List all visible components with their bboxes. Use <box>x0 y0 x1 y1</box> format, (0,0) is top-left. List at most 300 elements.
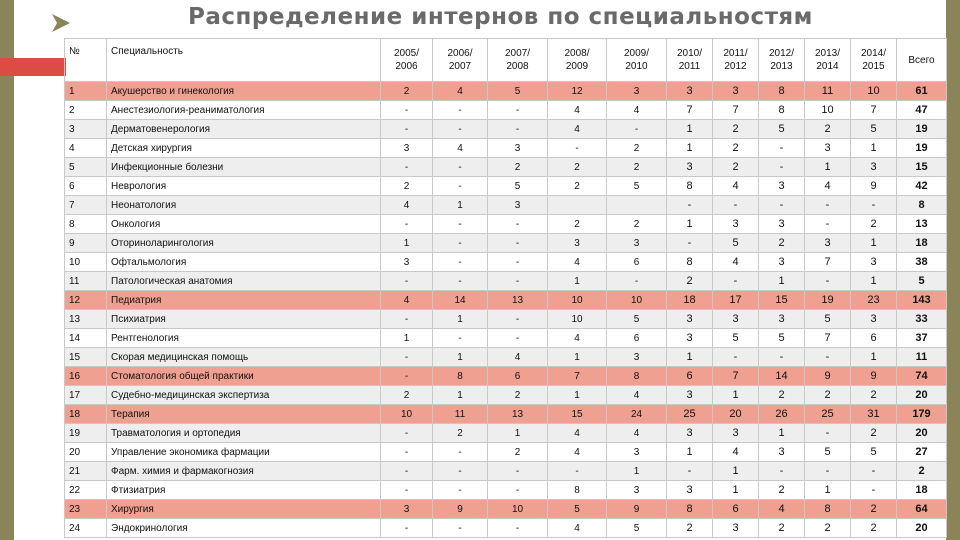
year-value: 5 <box>548 500 607 519</box>
year-value: 4 <box>548 120 607 139</box>
table-row <box>65 310 947 329</box>
year-value: 8 <box>667 177 713 196</box>
specialty-name: Судебно-медицинская экспертиза <box>107 386 381 405</box>
year-value: - <box>381 272 433 291</box>
table-row <box>65 139 947 158</box>
year-value: 3 <box>851 158 897 177</box>
row-number: 3 <box>65 120 107 139</box>
row-number: 16 <box>65 367 107 386</box>
total-value: 38 <box>897 253 947 272</box>
row-number: 4 <box>65 139 107 158</box>
year-value: 2 <box>433 424 488 443</box>
table-row <box>65 158 947 177</box>
year-value: - <box>488 120 548 139</box>
page-title: Распределение интернов по специальностям <box>188 4 813 30</box>
year-value: 2 <box>805 386 851 405</box>
year-value: 4 <box>713 253 759 272</box>
year-value: 4 <box>548 519 607 538</box>
year-value: - <box>381 310 433 329</box>
header-total: Всего <box>897 39 947 82</box>
year-value: 2 <box>713 158 759 177</box>
year-value: 2 <box>548 177 607 196</box>
year-value: 3 <box>759 215 805 234</box>
year-value: - <box>851 196 897 215</box>
year-value: 3 <box>607 481 667 500</box>
row-number: 22 <box>65 481 107 500</box>
year-value: 10 <box>805 101 851 120</box>
specialty-name: Скорая медицинская помощь <box>107 348 381 367</box>
year-value: 2 <box>488 443 548 462</box>
year-value: 1 <box>488 424 548 443</box>
year-value: 6 <box>667 367 713 386</box>
year-value: 5 <box>488 82 548 101</box>
row-number: 5 <box>65 158 107 177</box>
table-row <box>65 215 947 234</box>
year-value: 2 <box>548 158 607 177</box>
year-value: 3 <box>607 82 667 101</box>
year-value: 15 <box>759 291 805 310</box>
year-value: 3 <box>548 234 607 253</box>
year-value: 1 <box>433 348 488 367</box>
year-value: 1 <box>805 158 851 177</box>
specialty-name: Рентгенология <box>107 329 381 348</box>
table-row <box>65 82 947 101</box>
year-value: 3 <box>607 234 667 253</box>
row-number: 1 <box>65 82 107 101</box>
year-value: 3 <box>667 386 713 405</box>
year-value: 1 <box>667 443 713 462</box>
total-value: 42 <box>897 177 947 196</box>
row-number: 10 <box>65 253 107 272</box>
total-value: 74 <box>897 367 947 386</box>
year-value: - <box>433 272 488 291</box>
specialty-name: Детская хирургия <box>107 139 381 158</box>
year-value: 10 <box>381 405 433 424</box>
year-value: - <box>713 348 759 367</box>
total-value: 179 <box>897 405 947 424</box>
total-value: 20 <box>897 386 947 405</box>
year-value: 4 <box>713 177 759 196</box>
year-value: 8 <box>759 101 805 120</box>
row-number: 20 <box>65 443 107 462</box>
year-value: 10 <box>607 291 667 310</box>
year-value: - <box>488 310 548 329</box>
row-number: 6 <box>65 177 107 196</box>
specialty-name: Фтизиатрия <box>107 481 381 500</box>
year-value: - <box>433 234 488 253</box>
total-value: 19 <box>897 120 947 139</box>
year-value: 2 <box>381 177 433 196</box>
year-value: 4 <box>381 291 433 310</box>
specialty-name: Управление экономика фармации <box>107 443 381 462</box>
year-value: 4 <box>433 139 488 158</box>
year-value: 2 <box>381 386 433 405</box>
year-value: 9 <box>851 367 897 386</box>
year-value: - <box>433 443 488 462</box>
total-value: 20 <box>897 424 947 443</box>
year-value: - <box>759 158 805 177</box>
specialty-name: Педиатрия <box>107 291 381 310</box>
year-value: 3 <box>851 253 897 272</box>
arrow-decor-icon <box>50 12 72 34</box>
row-number: 2 <box>65 101 107 120</box>
year-value: 2 <box>607 139 667 158</box>
specialty-name: Травматология и ортопедия <box>107 424 381 443</box>
year-value: - <box>851 481 897 500</box>
year-value: 2 <box>805 519 851 538</box>
year-value: 3 <box>851 310 897 329</box>
year-value: 6 <box>851 329 897 348</box>
year-value: 7 <box>805 253 851 272</box>
year-value: 2 <box>759 234 805 253</box>
year-value: 8 <box>607 367 667 386</box>
left-decor-bar <box>0 0 14 540</box>
year-value: 13 <box>488 291 548 310</box>
year-value: - <box>607 120 667 139</box>
table-header-row <box>65 39 947 82</box>
year-value: 3 <box>381 253 433 272</box>
year-value: 7 <box>805 329 851 348</box>
table-row <box>65 443 947 462</box>
total-value: 5 <box>897 272 947 291</box>
year-value: 8 <box>548 481 607 500</box>
year-value: - <box>805 424 851 443</box>
year-value: 3 <box>607 348 667 367</box>
year-value: 1 <box>433 310 488 329</box>
year-value: 5 <box>713 329 759 348</box>
year-value: 3 <box>805 139 851 158</box>
year-value: 4 <box>381 196 433 215</box>
total-value: 143 <box>897 291 947 310</box>
year-value: - <box>759 348 805 367</box>
year-value: 23 <box>851 291 897 310</box>
year-value: 2 <box>805 120 851 139</box>
year-value: 3 <box>805 234 851 253</box>
year-value: 2 <box>488 386 548 405</box>
year-value: - <box>488 519 548 538</box>
year-value: - <box>851 462 897 481</box>
table-row <box>65 519 947 538</box>
year-value: - <box>381 215 433 234</box>
year-value: 13 <box>488 405 548 424</box>
year-value: 24 <box>607 405 667 424</box>
year-value: 4 <box>805 177 851 196</box>
year-value: 1 <box>805 481 851 500</box>
year-value: - <box>667 462 713 481</box>
year-value: - <box>548 462 607 481</box>
year-value: 10 <box>851 82 897 101</box>
year-value: 1 <box>851 272 897 291</box>
year-value: 31 <box>851 405 897 424</box>
year-value: - <box>381 348 433 367</box>
year-value: 5 <box>607 519 667 538</box>
year-value: - <box>488 215 548 234</box>
year-value: 2 <box>713 120 759 139</box>
total-value: 11 <box>897 348 947 367</box>
row-number: 9 <box>65 234 107 253</box>
year-value: 1 <box>548 348 607 367</box>
header-year: 2006/ 2007 <box>433 39 488 82</box>
year-value: 17 <box>713 291 759 310</box>
year-value: 4 <box>607 101 667 120</box>
total-value: 13 <box>897 215 947 234</box>
year-value: 5 <box>759 120 805 139</box>
header-year: 2008/ 2009 <box>548 39 607 82</box>
year-value: 8 <box>667 253 713 272</box>
year-value: - <box>381 101 433 120</box>
year-value: 1 <box>713 462 759 481</box>
year-value: - <box>381 158 433 177</box>
header-year: 2005/ 2006 <box>381 39 433 82</box>
year-value: 2 <box>667 272 713 291</box>
year-value: 3 <box>713 310 759 329</box>
year-value: 18 <box>667 291 713 310</box>
row-number: 19 <box>65 424 107 443</box>
year-value: 1 <box>713 386 759 405</box>
year-value: 1 <box>759 424 805 443</box>
year-value: 19 <box>805 291 851 310</box>
row-number: 13 <box>65 310 107 329</box>
year-value: - <box>713 196 759 215</box>
year-value: - <box>433 462 488 481</box>
interns-table <box>64 38 947 538</box>
year-value: 7 <box>548 367 607 386</box>
year-value: 2 <box>381 82 433 101</box>
year-value: 26 <box>759 405 805 424</box>
year-value: 3 <box>667 424 713 443</box>
year-value: - <box>433 101 488 120</box>
row-number: 8 <box>65 215 107 234</box>
total-value: 64 <box>897 500 947 519</box>
header-year: 2009/ 2010 <box>607 39 667 82</box>
total-value: 37 <box>897 329 947 348</box>
year-value <box>607 196 667 215</box>
total-value: 8 <box>897 196 947 215</box>
year-value: 2 <box>548 215 607 234</box>
year-value: 2 <box>759 386 805 405</box>
year-value: 3 <box>759 310 805 329</box>
year-value: 9 <box>433 500 488 519</box>
year-value: 6 <box>488 367 548 386</box>
table-row <box>65 367 947 386</box>
row-number: 14 <box>65 329 107 348</box>
year-value: 3 <box>667 158 713 177</box>
year-value: - <box>805 348 851 367</box>
table-row <box>65 291 947 310</box>
header-year: 2013/ 2014 <box>805 39 851 82</box>
year-value: 3 <box>667 481 713 500</box>
header-num: № <box>65 39 107 82</box>
specialty-name: Стоматология общей практики <box>107 367 381 386</box>
year-value: - <box>488 481 548 500</box>
year-value: 3 <box>667 82 713 101</box>
year-value: 1 <box>667 120 713 139</box>
year-value: 8 <box>667 500 713 519</box>
specialty-name: Неонатология <box>107 196 381 215</box>
header-year: 2010/ 2011 <box>667 39 713 82</box>
table-row <box>65 120 947 139</box>
row-number: 15 <box>65 348 107 367</box>
year-value: 25 <box>805 405 851 424</box>
year-value: 3 <box>759 443 805 462</box>
year-value: 5 <box>851 443 897 462</box>
year-value: 5 <box>805 310 851 329</box>
year-value: - <box>488 462 548 481</box>
year-value: 4 <box>548 443 607 462</box>
year-value: 2 <box>851 386 897 405</box>
year-value: - <box>488 272 548 291</box>
specialty-name: Неврология <box>107 177 381 196</box>
specialty-name: Фарм. химия и фармакогнозия <box>107 462 381 481</box>
row-number: 17 <box>65 386 107 405</box>
year-value: - <box>548 139 607 158</box>
row-number: 21 <box>65 462 107 481</box>
year-value: 6 <box>713 500 759 519</box>
year-value: 3 <box>381 500 433 519</box>
year-value: 1 <box>667 215 713 234</box>
year-value: 5 <box>488 177 548 196</box>
specialty-name: Анестезиология-реаниматология <box>107 101 381 120</box>
year-value: 6 <box>607 253 667 272</box>
year-value: 2 <box>851 500 897 519</box>
table-row <box>65 386 947 405</box>
year-value: 12 <box>548 82 607 101</box>
year-value: 2 <box>713 139 759 158</box>
year-value: 2 <box>667 519 713 538</box>
year-value: 1 <box>667 348 713 367</box>
year-value: 1 <box>381 329 433 348</box>
total-value: 61 <box>897 82 947 101</box>
year-value: 5 <box>713 234 759 253</box>
year-value: 3 <box>667 329 713 348</box>
year-value: 3 <box>759 177 805 196</box>
year-value: - <box>713 272 759 291</box>
total-value: 20 <box>897 519 947 538</box>
specialty-name: Онкология <box>107 215 381 234</box>
specialty-name: Дерматовенерология <box>107 120 381 139</box>
year-value: 4 <box>548 329 607 348</box>
year-value: - <box>381 424 433 443</box>
year-value <box>548 196 607 215</box>
header-accent-band <box>0 58 66 76</box>
row-number: 18 <box>65 405 107 424</box>
year-value: 1 <box>759 272 805 291</box>
year-value: - <box>667 196 713 215</box>
year-value: 14 <box>759 367 805 386</box>
year-value: 7 <box>667 101 713 120</box>
year-value: 9 <box>805 367 851 386</box>
year-value: 7 <box>713 367 759 386</box>
year-value: 11 <box>433 405 488 424</box>
year-value: - <box>759 139 805 158</box>
year-value: 7 <box>713 101 759 120</box>
year-value: 3 <box>488 196 548 215</box>
year-value: - <box>667 234 713 253</box>
year-value: 3 <box>607 443 667 462</box>
table-row <box>65 101 947 120</box>
year-value: 2 <box>607 215 667 234</box>
year-value: - <box>805 272 851 291</box>
year-value: - <box>488 329 548 348</box>
table-row <box>65 196 947 215</box>
year-value: 4 <box>433 82 488 101</box>
year-value: - <box>433 253 488 272</box>
year-value: 3 <box>759 253 805 272</box>
row-number: 11 <box>65 272 107 291</box>
specialty-name: Хирургия <box>107 500 381 519</box>
year-value: 1 <box>548 386 607 405</box>
year-value: 4 <box>607 386 667 405</box>
year-value: 2 <box>851 519 897 538</box>
total-value: 27 <box>897 443 947 462</box>
specialty-name: Офтальмология <box>107 253 381 272</box>
year-value: 4 <box>759 500 805 519</box>
year-value: 1 <box>851 234 897 253</box>
year-value: - <box>381 367 433 386</box>
year-value: - <box>607 272 667 291</box>
year-value: 3 <box>488 139 548 158</box>
total-value: 15 <box>897 158 947 177</box>
header-year: 2011/ 2012 <box>713 39 759 82</box>
year-value: - <box>759 196 805 215</box>
row-number: 7 <box>65 196 107 215</box>
year-value: - <box>381 443 433 462</box>
year-value: 4 <box>548 101 607 120</box>
total-value: 47 <box>897 101 947 120</box>
total-value: 2 <box>897 462 947 481</box>
table-row <box>65 481 947 500</box>
year-value: - <box>759 462 805 481</box>
year-value: - <box>805 215 851 234</box>
year-value: 10 <box>548 291 607 310</box>
year-value: 5 <box>851 120 897 139</box>
year-value: - <box>488 101 548 120</box>
year-value: - <box>488 253 548 272</box>
table-row <box>65 253 947 272</box>
table-row <box>65 329 947 348</box>
year-value: 11 <box>805 82 851 101</box>
year-value: 5 <box>805 443 851 462</box>
total-value: 33 <box>897 310 947 329</box>
specialty-name: Психиатрия <box>107 310 381 329</box>
year-value: 5 <box>607 310 667 329</box>
year-value: 3 <box>713 82 759 101</box>
year-value: 2 <box>607 158 667 177</box>
year-value: 2 <box>759 519 805 538</box>
year-value: 5 <box>759 329 805 348</box>
year-value: - <box>433 329 488 348</box>
year-value: 5 <box>607 177 667 196</box>
year-value: 2 <box>759 481 805 500</box>
specialty-name: Оториноларингология <box>107 234 381 253</box>
year-value: - <box>488 234 548 253</box>
header-year: 2012/ 2013 <box>759 39 805 82</box>
specialty-name: Патологическая анатомия <box>107 272 381 291</box>
specialty-name: Терапия <box>107 405 381 424</box>
year-value: 2 <box>851 424 897 443</box>
year-value: 6 <box>607 329 667 348</box>
year-value: 2 <box>488 158 548 177</box>
year-value: 8 <box>805 500 851 519</box>
year-value: 7 <box>851 101 897 120</box>
year-value: - <box>433 120 488 139</box>
year-value: - <box>433 177 488 196</box>
year-value: 10 <box>488 500 548 519</box>
total-value: 18 <box>897 481 947 500</box>
year-value: - <box>381 462 433 481</box>
year-value: 8 <box>433 367 488 386</box>
table-row <box>65 462 947 481</box>
